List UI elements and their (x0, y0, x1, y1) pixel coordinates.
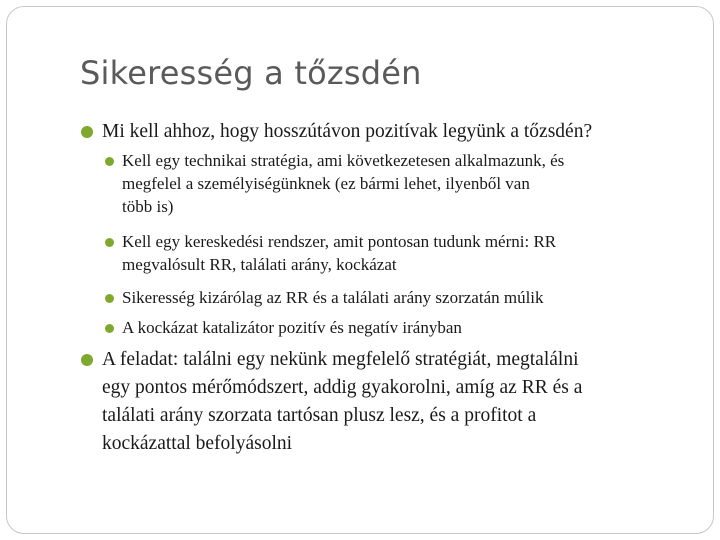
bullet-line: kockázattal befolyásolni (102, 433, 293, 454)
bullet-item (102, 118, 592, 146)
bullet-line: Kell egy technikai stratégia, ami következetesen alkalmazunk, és (122, 151, 565, 170)
bullet-line: Sikeresség kizárólag az RR és a találati arány szorzatán múlik (122, 288, 544, 307)
bullet-line: Mi kell ahhoz, hogy hosszútávon pozitívak legyünk a tőzsdén? (102, 121, 593, 142)
bullet-line: egy pontos mérőmódszert, addig gyakorolni, amíg az RR és a (102, 377, 583, 398)
bullet-item (102, 346, 582, 458)
sub-bullet-item (122, 149, 564, 218)
sub-bullet-item (122, 230, 556, 276)
bullet-line: megvalósult RR, találati arány, kockázat (122, 255, 397, 274)
bullet-line: találati arány szorzata tartósan plusz lesz, és a profitot a (102, 405, 537, 426)
sub-bullet-item (122, 286, 544, 309)
bullet-marker-icon (81, 126, 93, 138)
sub-bullet-marker-icon (105, 238, 114, 247)
bullet-line: A kockázat katalizátor pozitív és negatív irányban (122, 318, 462, 337)
sub-bullet-marker-icon (105, 157, 114, 166)
sub-bullet-item (122, 316, 462, 339)
sub-bullet-marker-icon (105, 324, 114, 333)
bullet-line: A feladat: találni egy nekünk megfelelő stratégiát, megtalálni (102, 349, 579, 370)
bullet-line: Kell egy kereskedési rendszer, amit pontosan tudunk mérni: RR (122, 232, 557, 251)
bullet-marker-icon (81, 354, 93, 366)
bullet-line: megfelel a személyiségünknek (ez bármi lehet, ilyenből van (122, 174, 530, 193)
sub-bullet-marker-icon (105, 294, 114, 303)
slide-title: Sikeresség a tőzsdén (80, 54, 422, 92)
bullet-line: több is) (122, 197, 174, 216)
